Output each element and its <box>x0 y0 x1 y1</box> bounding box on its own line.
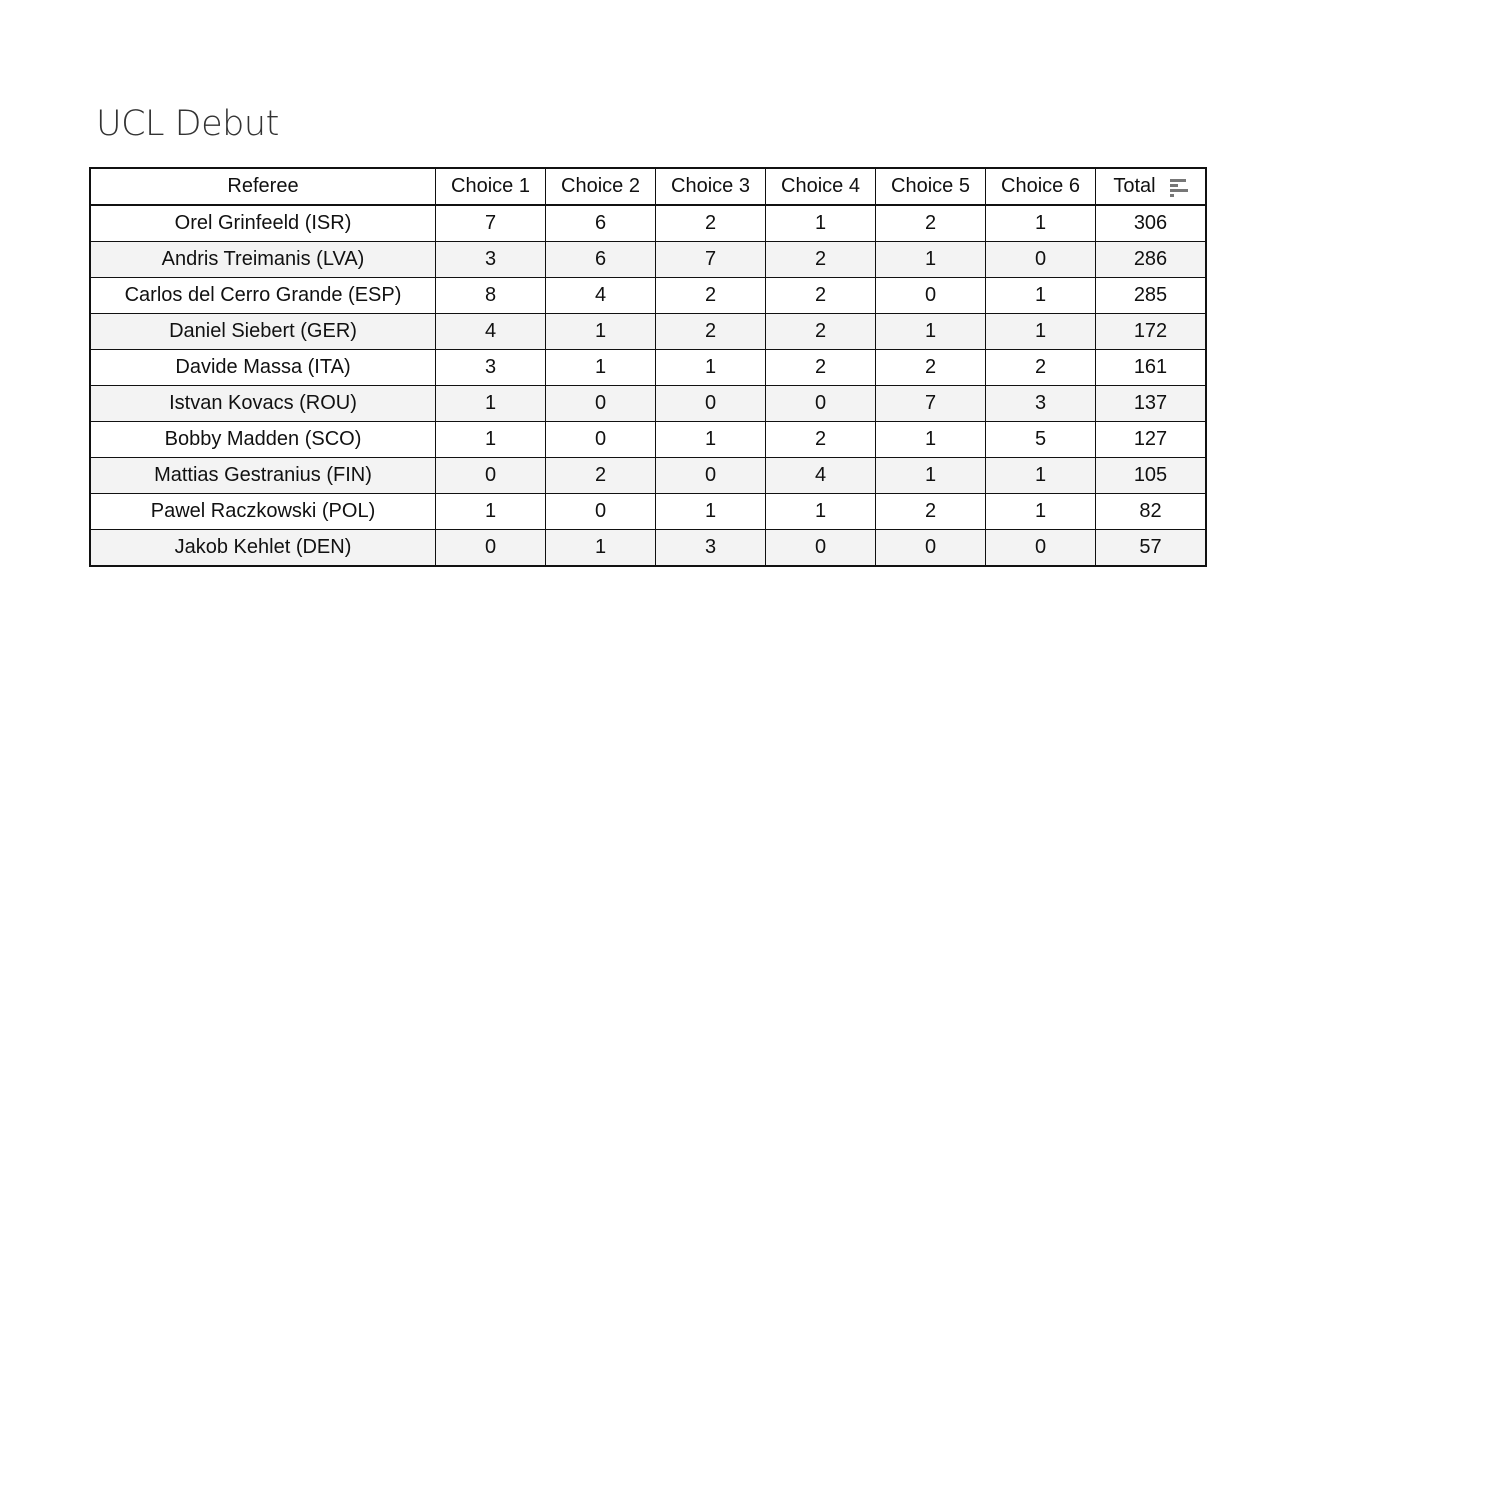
total-cell: 285 <box>1096 278 1207 314</box>
column-header-choice-2 <box>546 168 656 205</box>
choice-cell: 0 <box>986 242 1096 278</box>
choice-cell: 2 <box>766 278 876 314</box>
column-header-choice-1 <box>436 168 546 205</box>
choice-cell: 1 <box>436 386 546 422</box>
choice-cell: 7 <box>656 242 766 278</box>
referee-name-cell: Daniel Siebert (GER) <box>90 314 436 350</box>
choice-cell: 1 <box>876 242 986 278</box>
choice-cell: 0 <box>986 530 1096 567</box>
choice-cell: 0 <box>436 530 546 567</box>
choice-cell: 1 <box>766 494 876 530</box>
column-header-choice-3 <box>656 168 766 205</box>
choice-cell: 0 <box>876 530 986 567</box>
choice-cell: 2 <box>766 314 876 350</box>
referee-name-cell: Bobby Madden (SCO) <box>90 422 436 458</box>
total-cell: 137 <box>1096 386 1207 422</box>
choice-cell: 4 <box>436 314 546 350</box>
choice-cell: 3 <box>986 386 1096 422</box>
total-cell: 127 <box>1096 422 1207 458</box>
column-header-label: Referee <box>227 175 299 197</box>
choice-cell: 1 <box>656 422 766 458</box>
choice-cell: 3 <box>436 242 546 278</box>
table-row <box>90 242 1206 278</box>
choice-cell: 0 <box>546 386 656 422</box>
referee-name-cell: Pawel Raczkowski (POL) <box>90 494 436 530</box>
total-cell: 105 <box>1096 458 1207 494</box>
total-cell: 82 <box>1096 494 1207 530</box>
table-header-row <box>90 168 1206 205</box>
column-header-label: Choice 5 <box>891 175 970 197</box>
table-row <box>90 422 1206 458</box>
choice-cell: 1 <box>876 422 986 458</box>
column-header-label: Choice 6 <box>1001 175 1080 197</box>
table-row <box>90 205 1206 242</box>
choice-cell: 1 <box>766 205 876 242</box>
column-header-label: Choice 3 <box>671 175 750 197</box>
referee-name-cell: Carlos del Cerro Grande (ESP) <box>90 278 436 314</box>
total-cell: 172 <box>1096 314 1207 350</box>
choice-cell: 0 <box>546 422 656 458</box>
total-cell: 286 <box>1096 242 1207 278</box>
choice-cell: 8 <box>436 278 546 314</box>
choice-cell: 1 <box>546 350 656 386</box>
column-header-choice-5 <box>876 168 986 205</box>
table-row <box>90 458 1206 494</box>
column-header-label: Choice 2 <box>561 175 640 197</box>
choice-cell: 0 <box>546 494 656 530</box>
choice-cell: 1 <box>986 205 1096 242</box>
sort-descending-icon[interactable] <box>1170 178 1188 196</box>
choice-cell: 0 <box>766 386 876 422</box>
column-header-choice-4 <box>766 168 876 205</box>
choice-cell: 1 <box>436 422 546 458</box>
choice-cell: 2 <box>766 422 876 458</box>
choice-cell: 5 <box>986 422 1096 458</box>
choice-cell: 0 <box>656 386 766 422</box>
choice-cell: 1 <box>436 494 546 530</box>
table-row <box>90 386 1206 422</box>
choice-cell: 1 <box>656 350 766 386</box>
choice-cell: 0 <box>876 278 986 314</box>
table-row <box>90 314 1206 350</box>
results-table <box>89 167 1207 567</box>
column-header-label: Total <box>1113 175 1156 197</box>
referee-name-cell: Istvan Kovacs (ROU) <box>90 386 436 422</box>
total-cell: 57 <box>1096 530 1207 567</box>
column-header-label: Choice 1 <box>451 175 530 197</box>
choice-cell: 3 <box>656 530 766 567</box>
choice-cell: 2 <box>876 350 986 386</box>
choice-cell: 7 <box>876 386 986 422</box>
choice-cell: 1 <box>546 314 656 350</box>
page-title: UCL Debut <box>96 104 279 144</box>
choice-cell: 4 <box>546 278 656 314</box>
column-header-choice-6 <box>986 168 1096 205</box>
table-row <box>90 530 1206 567</box>
referee-name-cell: Orel Grinfeeld (ISR) <box>90 205 436 242</box>
choice-cell: 2 <box>656 205 766 242</box>
referee-name-cell: Andris Treimanis (LVA) <box>90 242 436 278</box>
choice-cell: 2 <box>656 278 766 314</box>
referee-name-cell: Mattias Gestranius (FIN) <box>90 458 436 494</box>
referee-name-cell: Davide Massa (ITA) <box>90 350 436 386</box>
choice-cell: 0 <box>436 458 546 494</box>
choice-cell: 3 <box>436 350 546 386</box>
choice-cell: 4 <box>766 458 876 494</box>
choice-cell: 6 <box>546 242 656 278</box>
choice-cell: 1 <box>656 494 766 530</box>
choice-cell: 2 <box>766 242 876 278</box>
choice-cell: 2 <box>876 494 986 530</box>
choice-cell: 2 <box>766 350 876 386</box>
total-cell: 161 <box>1096 350 1207 386</box>
total-cell: 306 <box>1096 205 1207 242</box>
choice-cell: 2 <box>876 205 986 242</box>
column-header-total[interactable] <box>1096 168 1207 205</box>
choice-cell: 1 <box>986 314 1096 350</box>
column-header-referee <box>90 168 436 205</box>
choice-cell: 0 <box>766 530 876 567</box>
choice-cell: 0 <box>656 458 766 494</box>
choice-cell: 1 <box>876 458 986 494</box>
choice-cell: 1 <box>546 530 656 567</box>
referee-name-cell: Jakob Kehlet (DEN) <box>90 530 436 567</box>
choice-cell: 2 <box>656 314 766 350</box>
table-row <box>90 350 1206 386</box>
choice-cell: 1 <box>876 314 986 350</box>
choice-cell: 1 <box>986 278 1096 314</box>
choice-cell: 6 <box>546 205 656 242</box>
choice-cell: 1 <box>986 458 1096 494</box>
choice-cell: 7 <box>436 205 546 242</box>
table-row <box>90 494 1206 530</box>
choice-cell: 2 <box>546 458 656 494</box>
choice-cell: 2 <box>986 350 1096 386</box>
table-row <box>90 278 1206 314</box>
column-header-label: Choice 4 <box>781 175 860 197</box>
choice-cell: 1 <box>986 494 1096 530</box>
